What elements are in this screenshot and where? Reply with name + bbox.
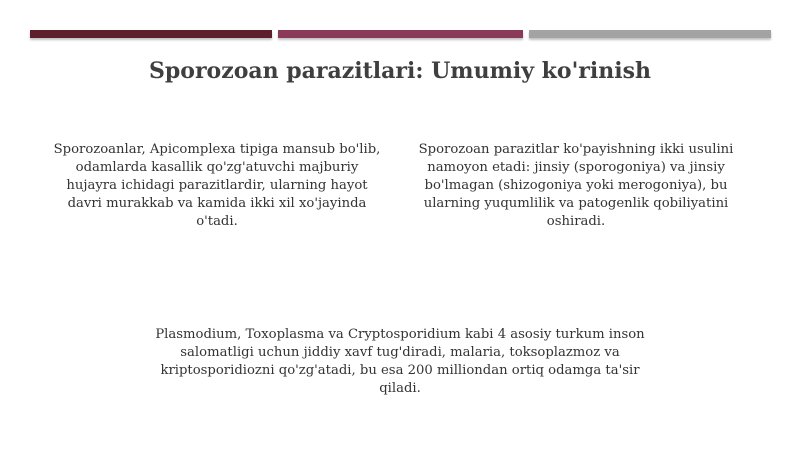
paragraph-right: Sporozoan parazitlar ko'payishning ikki usulini namoyon etadi: jinsiy (sporogoniya) va jinsiy bo'lmagan (shizogoniya yoki merogoniya), bu ularning yuqumlilik va patogenlik qobiliyatini oshiradi.	[418, 142, 734, 229]
paragraph-left: Sporozoanlar, Apicomplexa tipiga mansub bo'lib, odamlarda kasallik qo'zg'atuvchi majburiy hujayra ichidagi parazitlardir, ularning hayot davri murakkab va kamida ikki xil xo'jayinda o'tadi.	[53, 142, 381, 229]
accent-bar-maroon	[278, 30, 523, 38]
paragraph-bottom: Plasmodium, Toxoplasma va Cryptosporidium kabi 4 asosiy turkum inson salomatligi uchun jiddiy xavf tug'diradi, malaria, toksoplazmoz va kriptosporidiozni qo'zg'atadi, bu esa 200 milliondan ortiq odamga ta'sir qiladi.	[155, 327, 645, 396]
slide-title: Sporozoan parazitlari: Umumiy ko'rinish	[149, 58, 651, 84]
accent-bar-dark-maroon	[30, 30, 272, 38]
header-accent-bars	[30, 30, 771, 38]
accent-bar-gray	[529, 30, 771, 38]
